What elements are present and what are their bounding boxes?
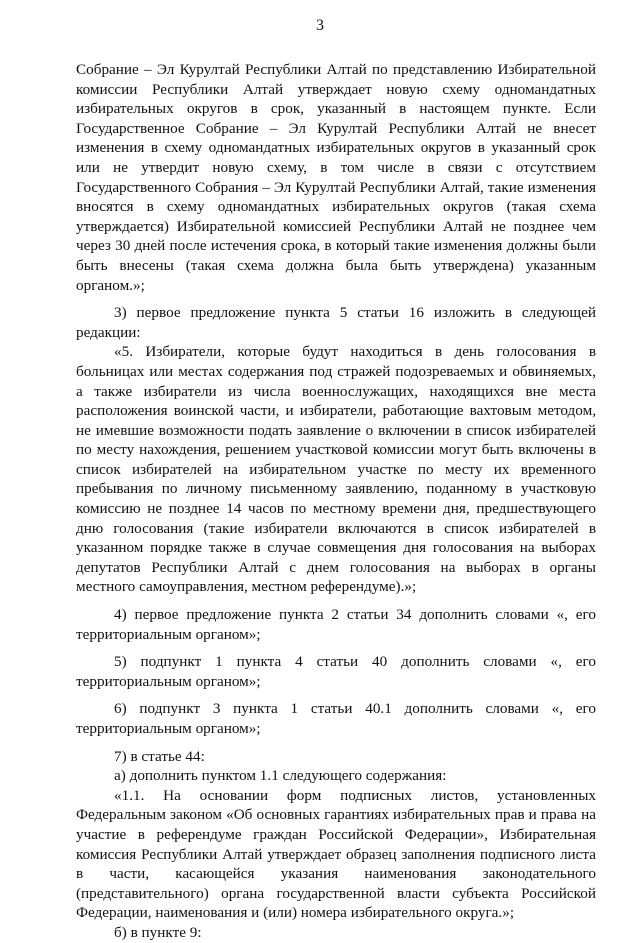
paragraph-item-5: 5) подпункт 1 пункта 4 статьи 40 дополнить словами «, его территориальным органом»; [76, 653, 596, 690]
paragraph-continuation: Собрание – Эл Курултай Республики Алтай по представлению Избирательной комиссии Республики Алтай утверждает новую схему одномандатных избирательных округов в срок, указанный в настоящем пункте. Если Государственное Собрание – Эл Курултай Республики Алтай не внесет изменения в схему одномандатных избирательных округов в указанный срок или не утвердит новую схему, в том числе в связи с отсутствием Государственного Собрания – Эл Курултай Республики Алтай, такие изменения вносятся в схему одномандатных избирательных округов (такая схема утверждается) Избирательной комиссией Республики Алтай не позднее чем через 30 дней после истечения срока, в который такие изменения должны были быть внесены (такая схема должна была быть утверждена) указанным органом.»; [76, 61, 596, 294]
document-body [76, 60, 596, 943]
paragraph-item-7b: б) в пункте 9: [114, 923, 202, 941]
paragraph-item-3: 3) первое предложение пункта 5 статьи 16 изложить в следующей редакции: [76, 304, 596, 341]
paragraph-item-7a-quote: «1.1. На основании форм подписных листов, установленных Федеральным законом «Об основных гарантиях избирательных прав и права на участие в референдуме граждан Российской Федерации», Избирательная комиссия Республики Алтай утверждает образец заполнения подписного листа в части, касающейся указания наименования законодательного (представительного) органа государственной власти субъекта Российской Федерации, наименования и (или) номера избирательного округа.»; [76, 786, 596, 922]
paragraph-item-6: 6) подпункт 3 пункта 1 статьи 40.1 дополнить словами «, его территориальным органом»; [76, 700, 596, 737]
page-number: 3 [316, 17, 324, 34]
paragraph-item-7: 7) в статье 44: [114, 747, 205, 765]
paragraph-item-3-quote: «5. Избиратели, которые будут находиться в день голосования в больницах или местах содержания под стражей подозреваемых и обвиняемых, а также избиратели из числа военнослужащих, находящихся вне места расположения воинской части, и избиратели, работающие вахтовым методом, не имевшие возможности подать заявление о включении в список избирателей по месту нахождения, решением участковой комиссии могут быть включены в список избирателей на избирательном участке по месту их временного пребывания по личному письменному заявлению, поданному в участковую комиссию не позднее 14 часов по местному времени дня, предшествующего дню голосования (такие избиратели включаются в список избирателей в указанном порядке также в случае совмещения дня голосования на выборах депутатов Республики Алтай с днем голосования на выборах в органы местного самоуправления, местном референдуме).»; [76, 343, 596, 596]
paragraph-item-7a: а) дополнить пунктом 1.1 следующего содержания: [114, 767, 447, 785]
paragraph-item-4: 4) первое предложение пункта 2 статьи 34 дополнить словами «, его территориальным органом»; [76, 606, 596, 643]
